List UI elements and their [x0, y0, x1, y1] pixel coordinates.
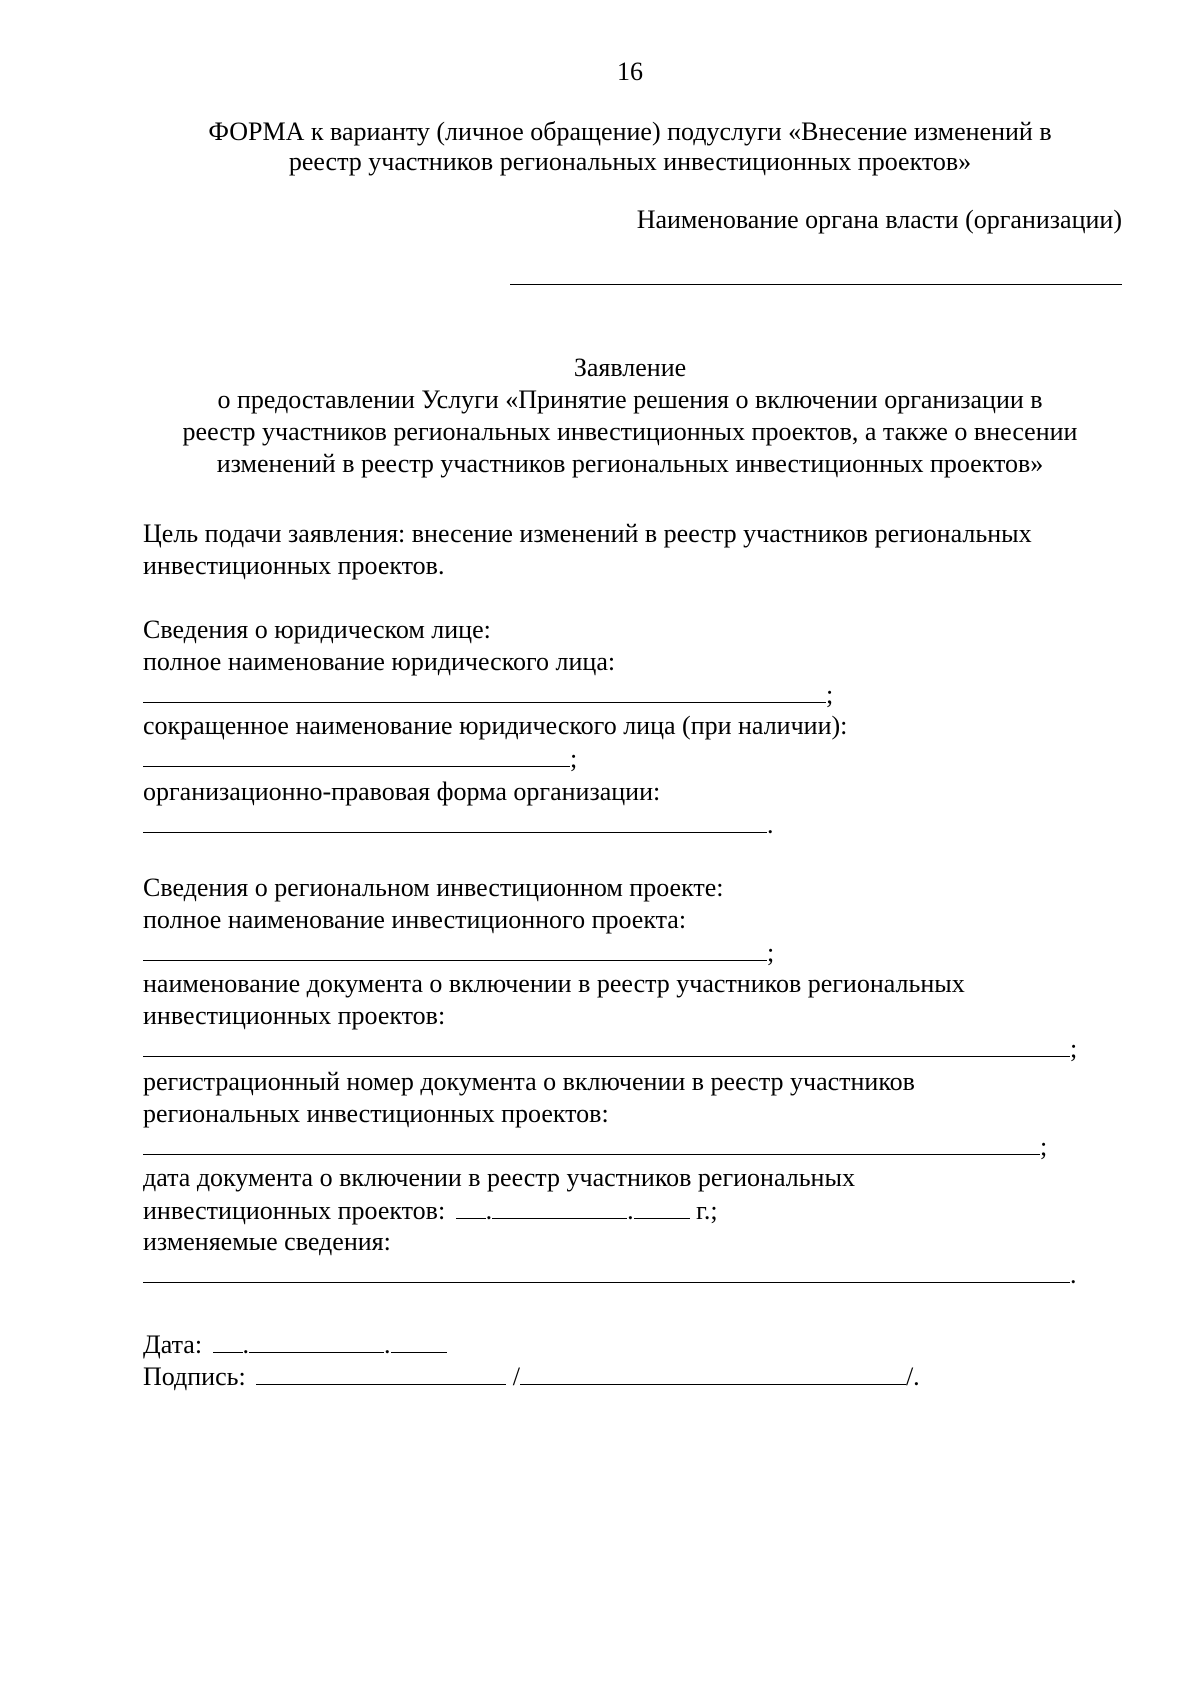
semicolon: ; [1040, 1132, 1048, 1161]
project-name-row [143, 936, 774, 969]
legal-entity-heading: Сведения о юридическом лице: [143, 615, 491, 644]
period: . [242, 1330, 250, 1359]
purpose-line-2: инвестиционных проектов. [143, 551, 445, 580]
org-form-label: организационно-правовая форма организации: [143, 777, 661, 806]
reg-number-label-line-1: регистрационный номер документа о включении в реестр участников [143, 1067, 915, 1096]
doc-name-label-line-1: наименование документа о включении в реестр участников региональных [143, 969, 965, 998]
purpose-line-1: Цель подачи заявления: внесение изменений в реестр участников региональных [143, 519, 1032, 548]
sign-date-row [143, 1328, 447, 1361]
authority-name-field[interactable] [510, 284, 1122, 285]
statement-line-3: изменений в реестр участников региональных инвестиционных проектов» [216, 449, 1044, 478]
doc-name-row [143, 1032, 1077, 1065]
semicolon: ; [1070, 1034, 1078, 1063]
sign-date-month-field[interactable] [249, 1328, 384, 1353]
slash-period: /. [905, 1362, 920, 1391]
doc-date-month-field[interactable] [492, 1194, 627, 1219]
statement-line-1: о предоставлении Услуги «Принятие решения о включении организации в [217, 385, 1043, 414]
signature-field[interactable] [256, 1360, 506, 1385]
sign-date-label: Дата: [143, 1330, 203, 1359]
sign-date-year-field[interactable] [391, 1328, 447, 1353]
doc-date-label-line-1: дата документа о включении в реестр участников региональных [143, 1163, 855, 1192]
changes-field[interactable] [143, 1258, 1070, 1283]
period: . [1070, 1260, 1077, 1289]
full-name-label: полное наименование юридического лица: [143, 647, 616, 676]
doc-date-day-field[interactable] [456, 1194, 486, 1219]
doc-date-row [143, 1194, 718, 1227]
period: . [485, 1196, 493, 1225]
semicolon: ; [767, 938, 775, 967]
short-name-row [143, 742, 577, 775]
statement-title: Заявление [573, 353, 687, 382]
project-name-label: полное наименование инвестиционного проекта: [143, 905, 687, 934]
reg-number-row [143, 1130, 1047, 1163]
org-form-row [143, 808, 774, 841]
authority-label: Наименование органа власти (организации) [636, 205, 1122, 234]
project-name-field[interactable] [143, 936, 767, 961]
semicolon: ; [570, 744, 578, 773]
doc-date-year-field[interactable] [634, 1194, 690, 1219]
changes-row [143, 1258, 1077, 1291]
doc-date-label-line-2: инвестиционных проектов: [143, 1196, 446, 1225]
page-number: 16 [617, 57, 643, 86]
slash: / [512, 1362, 520, 1391]
reg-number-label-line-2: региональных инвестиционных проектов: [143, 1099, 609, 1128]
period: . [767, 810, 774, 839]
period: . [627, 1196, 634, 1225]
changes-label: изменяемые сведения: [143, 1227, 391, 1256]
sign-date-day-field[interactable] [213, 1328, 243, 1353]
signatory-name-field[interactable] [520, 1360, 906, 1385]
full-name-field[interactable] [143, 678, 826, 703]
period: . [384, 1330, 391, 1359]
short-name-label: сокращенное наименование юридического лица (при наличии): [143, 711, 848, 740]
short-name-field[interactable] [143, 742, 570, 767]
semicolon: ; [826, 680, 834, 709]
project-heading: Сведения о региональном инвестиционном проекте: [143, 873, 724, 902]
year-suffix: г.; [696, 1196, 718, 1225]
doc-name-label-line-2: инвестиционных проектов: [143, 1001, 446, 1030]
full-name-row [143, 678, 833, 711]
doc-name-field[interactable] [143, 1032, 1070, 1057]
form-title-line-2: реестр участников региональных инвестиционных проектов» [288, 147, 972, 176]
org-form-field[interactable] [143, 808, 767, 833]
reg-number-field[interactable] [143, 1130, 1040, 1155]
signature-row [143, 1360, 920, 1393]
signature-label: Подпись: [143, 1362, 246, 1391]
form-title-line-1: ФОРМА к варианту (личное обращение) подуслуги «Внесение изменений в [208, 117, 1052, 146]
statement-line-2: реестр участников региональных инвестиционных проектов, а также о внесении [182, 417, 1078, 446]
